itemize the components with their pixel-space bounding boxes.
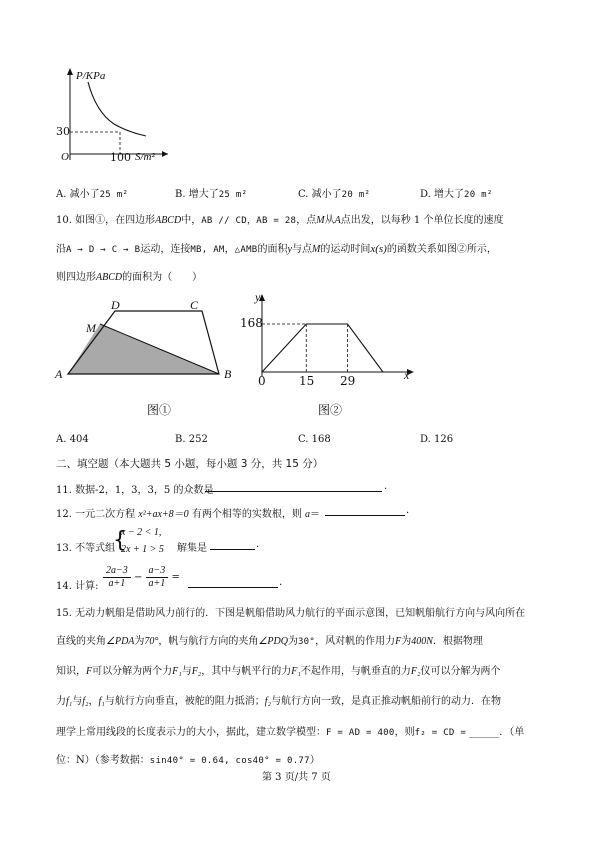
q12-answer-blank[interactable] xyxy=(325,515,405,516)
q9-option-a[interactable]: A. 减小了25 m² xyxy=(56,189,129,200)
fig1-label-M: M xyxy=(86,321,96,335)
fig2-x-axis-label: x xyxy=(404,368,410,382)
q14-end: . xyxy=(279,577,283,588)
q9-option-b[interactable]: B. 增大了25 m² xyxy=(175,189,248,200)
fig1-label-C: C xyxy=(190,298,199,312)
q15-line-4: 力f₁与f₂，f₁与航行方向垂直，被舵的阻力抵消；f₂与航行方向一致，是真正推动帆船前行的动力．在物 xyxy=(56,696,502,707)
fig2-y-axis-label: y xyxy=(255,290,261,304)
q11-answer-blank[interactable] xyxy=(205,491,382,492)
q10-option-a[interactable]: A. 404 xyxy=(56,434,89,445)
fig2-origin: 0 xyxy=(258,374,266,388)
q15-line-3: 知识，F可以分解为两个力F₁与F₂，其中与帆平行的力F₁不起作用，与帆垂直的力F₂仪可以分解为两个 xyxy=(56,666,501,677)
q14-label: 14. 计算: xyxy=(56,581,99,592)
q13-text: 解集是 xyxy=(177,543,207,554)
fig1-label-D: D xyxy=(111,298,120,312)
q9-option-d[interactable]: D. 增大了20 m² xyxy=(420,189,493,200)
q15-line-6: 位：N）（参考数据：sin40° = 0.64, cos40° = 0.77） xyxy=(56,755,320,766)
q14-expression: $\frac{2a-3}{a+1}$ − $\frac{a-3}{a+1}$ = xyxy=(103,565,180,590)
figure-1-trapezoid xyxy=(55,296,245,386)
fig2-x-tick-29: 29 xyxy=(340,374,356,388)
q11-text: 11. 数据-2，1，3，3，5 的众数是 xyxy=(56,485,214,496)
q13-label: 13. 不等式组 xyxy=(56,543,116,554)
figure-2-graph xyxy=(250,290,420,385)
page-footer: 第 3 页/共 7 页 xyxy=(262,772,331,783)
graph1-origin: O xyxy=(61,151,69,163)
section-2-heading: 二、填空题（本大题共 5 小题，每小题 3 分，共 15 分） xyxy=(56,458,324,470)
q10-option-d[interactable]: D. 126 xyxy=(420,434,454,445)
q14-fraction-1: $\frac{2a-3}{a+1}$ xyxy=(103,565,131,590)
q15-line-2: 直线的夹角∠PDA为70°，帆与航行方向的夹角∠PDQ为30°，风对帆的作用力F为400N．根据物理 xyxy=(56,636,483,647)
q12-text: 12. 一元二次方程 x²+ax+8＝0 有两个相等的实数根，则 a＝ xyxy=(56,509,320,520)
graph1-x-label: S/m² xyxy=(135,151,155,163)
q13-inequality-2: 2x + 1 > 5 xyxy=(121,544,164,555)
q9-option-c[interactable]: C. 减小了20 m² xyxy=(298,189,371,200)
fig1-caption: 图① xyxy=(147,403,172,417)
q13-answer-blank[interactable] xyxy=(210,549,255,550)
fig2-caption: 图② xyxy=(318,403,343,417)
graph1-y-tick: 30 xyxy=(56,125,70,138)
q15-line-5: 理学上常用线段的长度表示力的大小，据此，建立数学模型：F = AD = 400，则f₂ = CD = ______．（单 xyxy=(56,727,525,738)
fig2-series-line xyxy=(262,324,383,372)
graph1-x-tick: 100 xyxy=(110,151,131,164)
fig1-label-B: B xyxy=(224,367,232,381)
q11-end: . xyxy=(384,481,388,492)
q10-line-1: 10. 如图①，在四边形ABCD中，AB // CD，AB = 28，点M从A点出发，以每秒 1 个单位长度的速度 xyxy=(56,215,504,226)
q15-line-1: 15. 无动力帆船是借助风力前行的．下图是帆船借助风力航行的平面示意图，已知帆船航行方向与风向所在 xyxy=(56,608,526,619)
q13-inequality-1: x − 2 < 1, xyxy=(121,527,162,538)
q14-answer-blank[interactable] xyxy=(188,587,278,588)
fig2-x-tick-15: 15 xyxy=(299,374,315,388)
graph1-y-label: P/KPa xyxy=(76,70,106,82)
q10-line-2: 沿A → D → C → B运动，连接MB, AM，△AMB的面积y与点M的运动时间x(s)的函数关系如图②所示， xyxy=(56,243,497,255)
fig2-y-tick-168: 168 xyxy=(240,316,263,330)
fig1-label-A: A xyxy=(55,367,63,381)
q14-fraction-2: $\frac{a-3}{a+1}$ xyxy=(146,565,169,590)
q10-option-c[interactable]: C. 168 xyxy=(298,434,331,445)
q13-brace: { xyxy=(113,528,127,553)
q10-option-b[interactable]: B. 252 xyxy=(175,434,208,445)
q13-end: . xyxy=(256,539,260,550)
q12-end: . xyxy=(406,505,410,516)
q10-line-3: 则四边形ABCD的面积为（ ） xyxy=(56,272,203,283)
